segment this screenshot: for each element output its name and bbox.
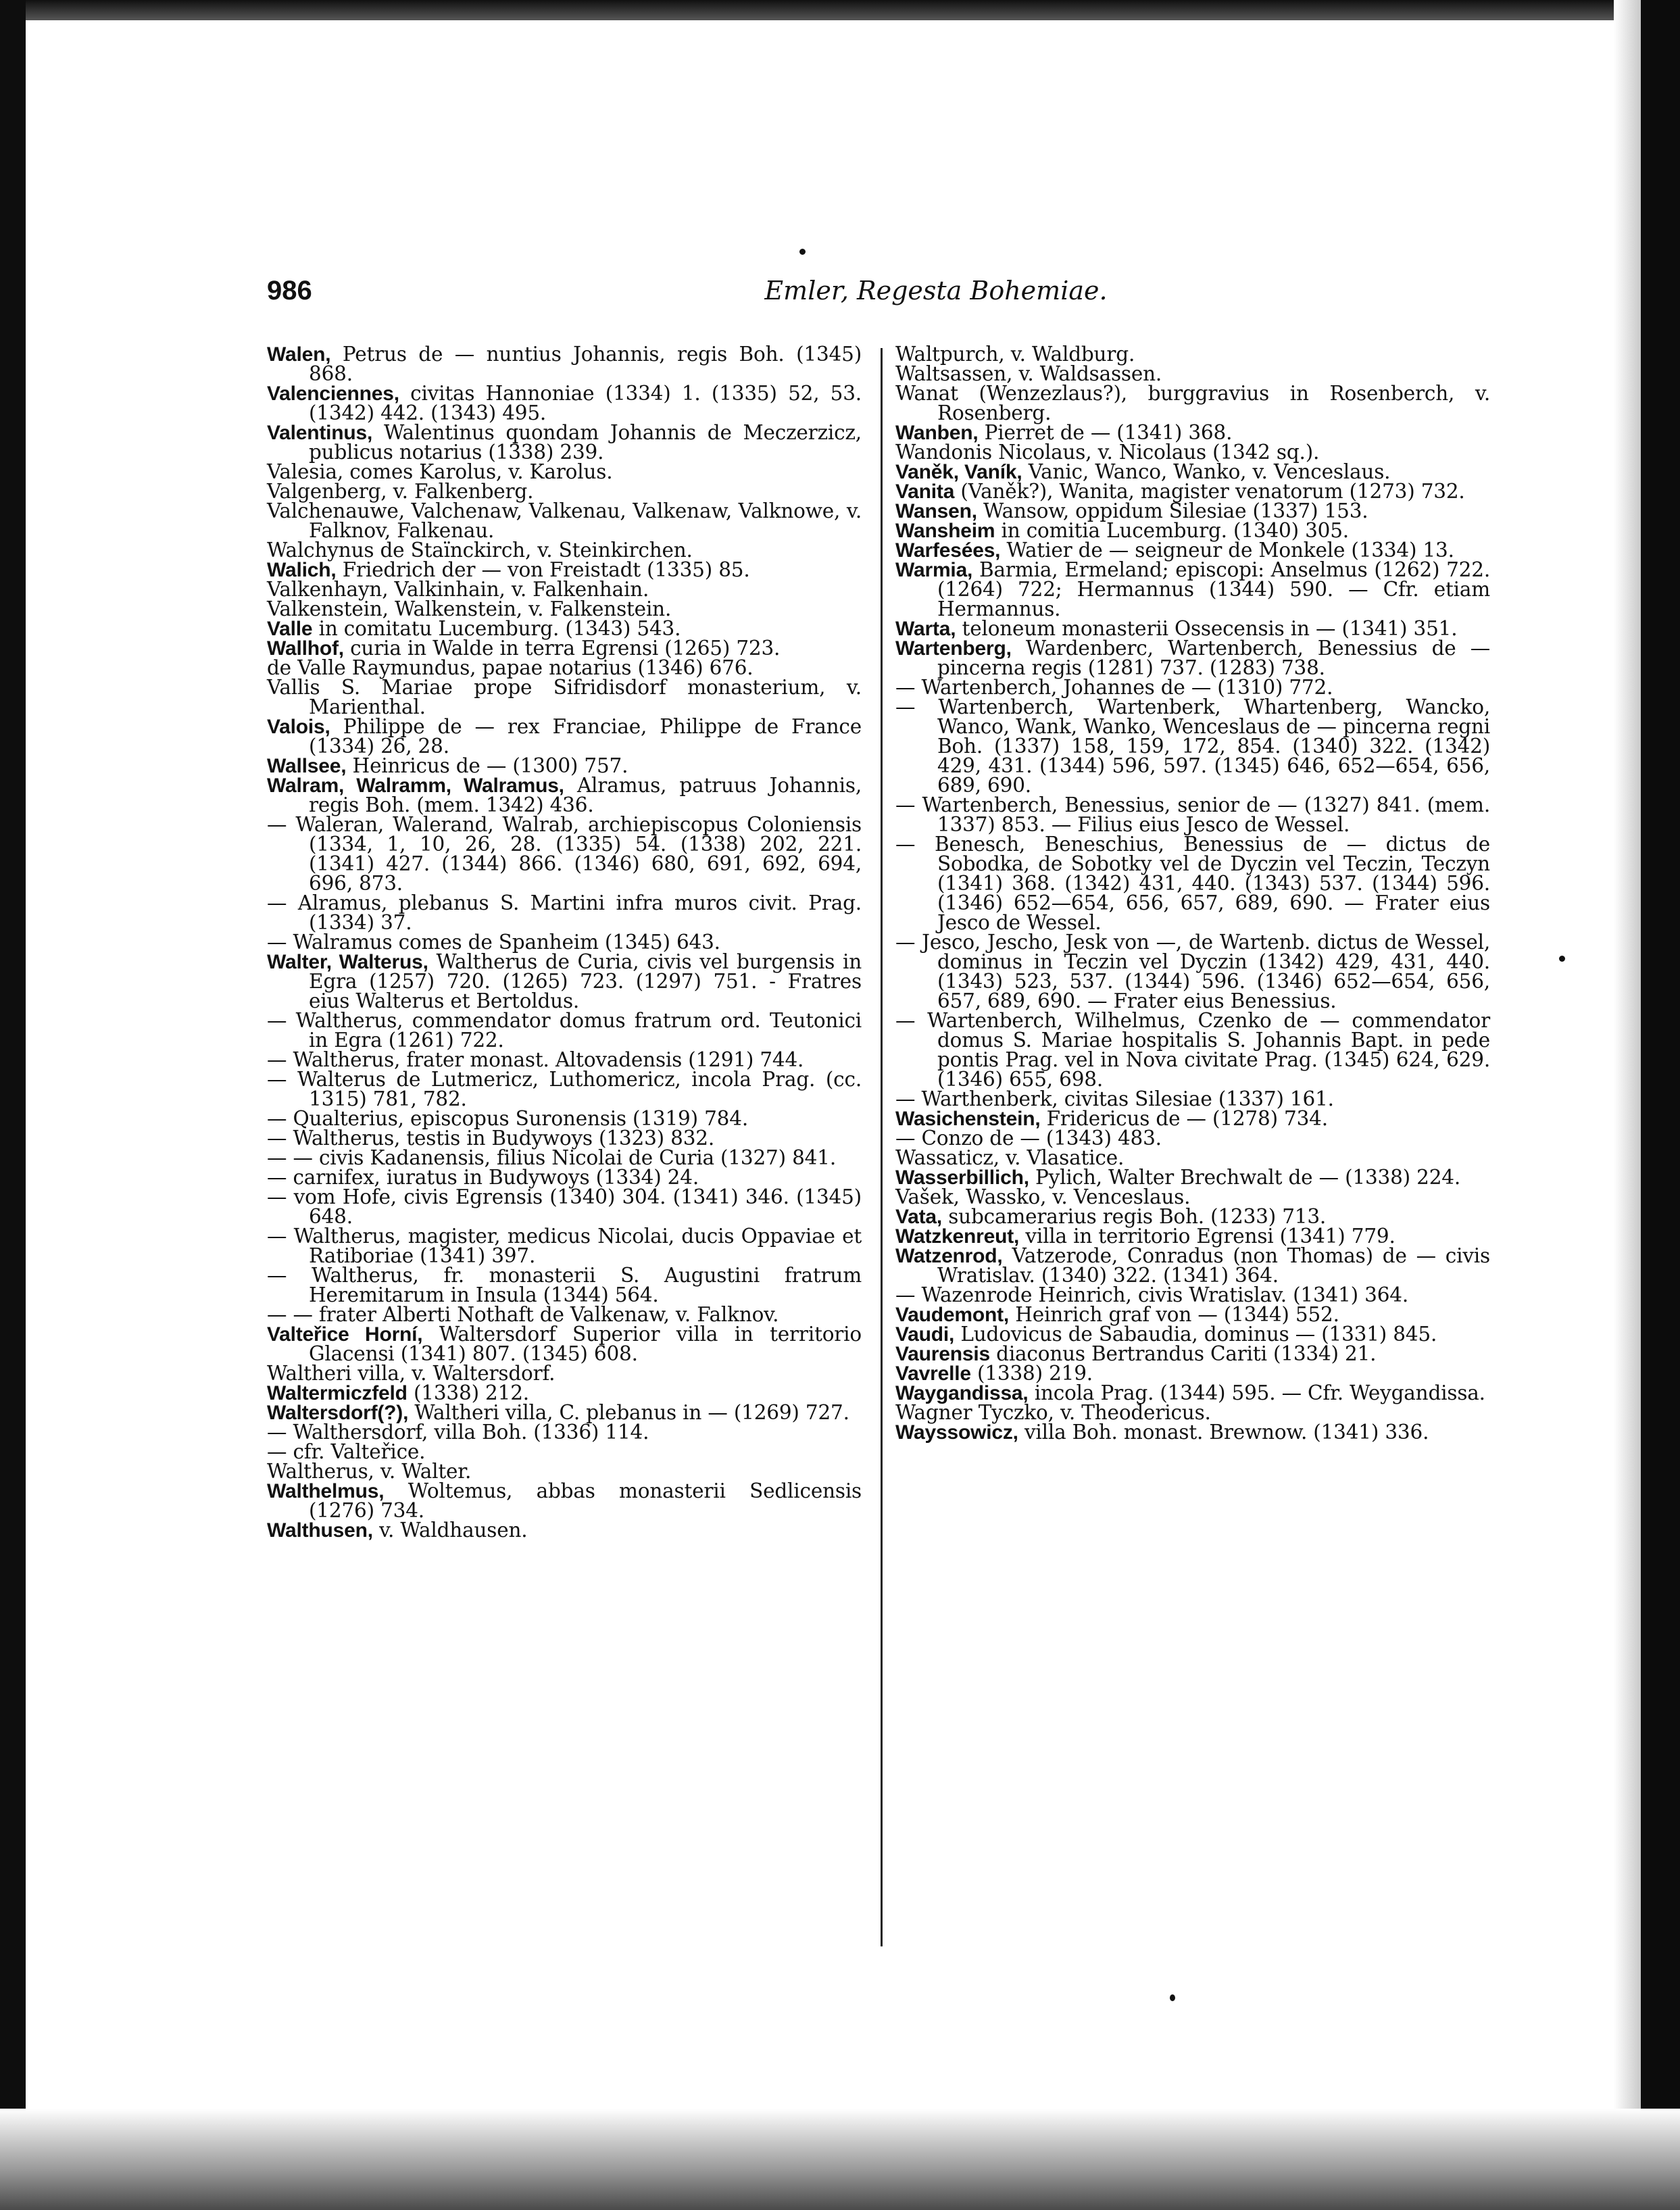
entry-text: — Wartenberch, Benessius, senior de — (1327) 841. (mem. 1337) 853. — Filius eius Jesco de Wessel. [895, 793, 1490, 836]
entry-text: — Waltherus, testis in Budywoys (1323) 832. [267, 1127, 715, 1150]
index-entry [895, 697, 1490, 795]
index-entry [895, 1403, 1490, 1423]
entry-text: — Alramus, plebanus S. Martini infra muros civit. Prag. (1334) 37. [267, 891, 862, 934]
entry-text: Philippe de — rex Franciae, Philippe de France (1334) 26, 28. [309, 715, 862, 758]
index-entry [267, 1481, 862, 1521]
index-entry [895, 462, 1490, 482]
index-entry [267, 1383, 862, 1403]
entry-text: Waltherus de Curia, civis vel burgensis in Egra (1257) 720. (1265) 723. (1297) 751. - Fratres eius Walterus et Bertoldus. [309, 950, 862, 1012]
entry-text: — cfr. Valteřice. [267, 1440, 426, 1463]
index-entry [267, 1325, 862, 1364]
index-entry [267, 1462, 862, 1481]
index-entry [895, 384, 1490, 423]
entry-text: Pierret de — (1341) 368. [978, 421, 1233, 444]
entry-text: (1338) 212. [407, 1381, 529, 1404]
entry-text: — — frater Alberti Nothaft de Valkenaw, v. Falknov. [267, 1303, 779, 1326]
entry-text: Friedrich der — von Freistadt (1335) 85. [336, 558, 750, 581]
entry-text: — vom Hofe, civis Egrensis (1340) 304. (1341) 346. (1345) 648. [267, 1185, 862, 1228]
index-entry [267, 384, 862, 423]
index-entry [267, 1109, 862, 1129]
entry-text: Vanic, Wanco, Wanko, v. Venceslaus. [1022, 460, 1391, 483]
index-entry [267, 658, 862, 678]
entry-headword: Wallhof, [267, 637, 344, 660]
entry-text: — — civis Kadanensis, filius Nicolai de Curia (1327) 841. [267, 1146, 836, 1169]
entry-text: de Valle Raymundus, papae notarius (1346) 676. [267, 656, 753, 679]
index-entry [267, 482, 862, 501]
entry-headword: Valois, [267, 716, 330, 738]
document-page [267, 270, 1497, 1906]
index-entry [895, 933, 1490, 1011]
index-entry [267, 1129, 862, 1148]
entry-text: v. Waldhausen. [372, 1519, 528, 1542]
index-entry [267, 1423, 862, 1442]
entry-text: Vašek, Wassko, v. Venceslaus. [895, 1185, 1191, 1208]
entry-text: subcamerarius regis Boh. (1233) 713. [942, 1205, 1327, 1228]
entry-text: Watier de — seigneur de Monkele (1334) 13. [1000, 539, 1454, 562]
entry-text: — Wartenberch, Johannes de — (1310) 772. [895, 676, 1333, 699]
index-entry [895, 1285, 1490, 1305]
scan-edge-top [0, 0, 1680, 20]
entry-text: — Walterus de Lutmericz, Luthomericz, incola Prag. (cc. 1315) 781, 782. [267, 1068, 862, 1110]
index-entry [895, 795, 1490, 835]
entry-text: teloneum monasterii Ossecensis in — (1341) 351. [956, 617, 1458, 640]
index-entry [895, 1168, 1490, 1187]
entry-text: Heinrich graf von — (1344) 552. [1009, 1303, 1339, 1326]
index-entry [267, 776, 862, 815]
entry-text: Valgenberg, v. Falkenberg. [267, 480, 534, 503]
speck [1170, 1994, 1175, 2001]
index-entry [267, 423, 862, 462]
entry-headword: Vaurensis [895, 1343, 990, 1365]
entry-text: in comitatu Lucemburg. (1343) 543. [312, 617, 681, 640]
entry-headword: Wasichenstein, [895, 1108, 1041, 1130]
index-entry [267, 1148, 862, 1168]
index-entry [895, 1423, 1490, 1442]
index-entry [895, 619, 1490, 639]
entry-headword: Vavrelle [895, 1362, 971, 1385]
index-entry [895, 423, 1490, 443]
speck [799, 249, 806, 255]
entry-text: — Wazenrode Heinrich, civis Wratislav. (1341) 364. [895, 1283, 1409, 1306]
entry-text: Pylich, Walter Brechwalt de — (1338) 224. [1029, 1166, 1461, 1189]
index-entry [267, 501, 862, 541]
entry-text: Barmia, Ermeland; episcopi: Anselmus (1262) 722. (1264) 722; Hermannus (1344) 590. — Cfr. etiam Hermannus. [937, 558, 1490, 620]
entry-headword: Wasserbillich, [895, 1167, 1029, 1189]
entry-text: — Walthersdorf, villa Boh. (1336) 114. [267, 1421, 649, 1444]
entry-text: Waltsassen, v. Waldsassen. [895, 362, 1162, 385]
index-entry [267, 599, 862, 619]
index-entry [267, 1187, 862, 1227]
entry-text: Wassaticz, v. Vlasatice. [895, 1146, 1125, 1169]
index-entry [895, 1109, 1490, 1129]
index-entry [895, 1227, 1490, 1246]
index-entry [267, 1442, 862, 1462]
index-entry [895, 639, 1490, 678]
index-column-left [267, 345, 862, 1540]
entry-text: — Waleran, Walerand, Walrab, archiepiscopus Coloniensis (1334, 1, 10, 26, 28. (1335) 54. (1338) 202, 221. (1341) 427. (1344) 866. (1346) 680, 691, 692, 694, 696, 873. [267, 813, 862, 895]
index-entry [895, 1246, 1490, 1285]
entry-text: Wagner Tyczko, v. Theodericus. [895, 1401, 1211, 1424]
index-entry [267, 1521, 862, 1540]
index-entry [895, 482, 1490, 501]
entry-text: incola Prag. (1344) 595. — Cfr. Weygandissa. [1028, 1381, 1485, 1404]
entry-text: civitas Hannoniae (1334) 1. (1335) 52, 53. (1342) 442. (1343) 495. [309, 382, 862, 424]
entry-headword: Walthelmus, [267, 1480, 385, 1502]
entry-headword: Vaněk, Vaník, [895, 461, 1022, 483]
entry-text: — Walramus comes de Spanheim (1345) 643. [267, 931, 720, 954]
index-entry [895, 1207, 1490, 1227]
scan-edge-bottom [0, 2109, 1680, 2210]
entry-text: Valkenstein, Walkenstein, v. Falkenstein. [267, 597, 672, 620]
entry-headword: Walen, [267, 343, 331, 366]
index-entry [895, 1364, 1490, 1383]
entry-text: Woltemus, abbas monasterii Sedlicensis (1276) 734. [309, 1479, 862, 1522]
index-entry [267, 580, 862, 599]
entry-headword: Wartenberg, [895, 637, 1012, 660]
entry-headword: Wansen, [895, 500, 977, 522]
entry-text: Alramus, patruus Johannis, regis Boh. (mem. 1342) 436. [309, 774, 862, 816]
entry-headword: Wanben, [895, 422, 979, 444]
scan-edge-left [0, 0, 26, 2210]
index-entry [895, 1325, 1490, 1344]
index-entry [267, 1168, 862, 1187]
entry-text: Vatzerode, Conradus (non Thomas) de — civis Wratislav. (1340) 322. (1341) 364. [937, 1244, 1490, 1287]
entry-text: — Waltherus, frater monast. Altovadensis (1291) 744. [267, 1048, 804, 1071]
entry-text: Wansow, oppidum Silesiae (1337) 153. [977, 499, 1368, 522]
index-entry [895, 1089, 1490, 1109]
scan-edge-right-shadow [1614, 0, 1641, 2210]
index-entry [267, 756, 862, 776]
page-header [267, 270, 1497, 311]
entry-text: Valchenauwe, Valchenaw, Valkenau, Valkenaw, Valknowe, v. Falknov, Falkenau. [267, 499, 862, 542]
entry-text: — Jesco, Jescho, Jesk von —, de Wartenb. dictus de Wessel, dominus in Teczin vel Dyczin (1342) 429, 431, 440. (1343) 523, 537. (1344) 596. (1346) 652—654, 656, 657, 689, 690. — Frater eius Benessius. [895, 931, 1490, 1012]
entry-text: Waltherus, v. Walter. [267, 1460, 472, 1483]
index-entry [267, 1403, 862, 1423]
index-entry [895, 364, 1490, 384]
entry-text: Waltheri villa, C. plebanus in — (1269) 727. [408, 1401, 849, 1424]
entry-text: villa Boh. monast. Brewnow. (1341) 336. [1018, 1421, 1429, 1444]
entry-headword: Wansheim [895, 520, 995, 542]
index-entry [267, 560, 862, 580]
entry-headword: Waygandissa, [895, 1382, 1029, 1404]
entry-headword: Warmia, [895, 559, 973, 581]
index-entry [267, 933, 862, 952]
index-entry [895, 1187, 1490, 1207]
entry-text: curia in Walde in terra Egrensi (1265) 723. [343, 637, 781, 660]
index-entry [267, 678, 862, 717]
entry-text: (Vaněk?), Wanita, magister venatorum (1273) 732. [954, 480, 1465, 503]
index-entry [895, 521, 1490, 541]
index-entry [267, 1050, 862, 1070]
entry-text: — Waltherus, fr. monasterii S. Augustini fratrum Heremitarum in Insula (1344) 564. [267, 1264, 862, 1306]
running-title: Emler, Regesta Bohemiae. [764, 276, 1108, 305]
entry-text: Walentinus quondam Johannis de Meczerzicz, publicus notarius (1338) 239. [309, 421, 862, 464]
entry-text: Valkenhayn, Valkinhain, v. Falkenhain. [267, 578, 649, 601]
entry-text: — carnifex, iuratus in Budywoys (1334) 24. [267, 1166, 699, 1189]
index-entry [895, 560, 1490, 619]
index-entry [267, 1364, 862, 1383]
entry-text: — Waltherus, magister, medicus Nicolai, ducis Oppaviae et Ratiboriae (1341) 397. [267, 1225, 862, 1267]
entry-headword: Valle [267, 618, 313, 640]
index-entry [267, 1305, 862, 1325]
index-entry [267, 462, 862, 482]
entry-headword: Valenciennes, [267, 383, 399, 405]
index-entry [267, 541, 862, 560]
entry-headword: Vaudemont, [895, 1304, 1010, 1326]
entry-text: Wanat (Wenzezlaus?), burggravius in Rosenberch, v. Rosenberg. [895, 382, 1490, 424]
index-entry [267, 619, 862, 639]
page-number: 986 [267, 276, 312, 305]
entry-headword: Warta, [895, 618, 956, 640]
entry-text: — Wartenberch, Wilhelmus, Czenko de — commendator domus S. Mariae hospitalis S. Johannis Bapt. in pede pontis Prag. vel in Nova civitate Prag. (1345) 624, 629. (1346) 655, 698. [895, 1009, 1490, 1091]
index-entry [895, 1305, 1490, 1325]
entry-headword: Vata, [895, 1206, 943, 1228]
entry-text: Petrus de — nuntius Johannis, regis Boh. (1345) 868. [309, 343, 862, 385]
entry-headword: Valteřice Horní, [267, 1323, 423, 1346]
entry-text: Walchynus de Staïnckirch, v. Steinkirchen. [267, 539, 693, 562]
index-entry [895, 443, 1490, 462]
index-entry [895, 501, 1490, 521]
entry-headword: Watzenrod, [895, 1245, 1003, 1267]
index-entry [895, 678, 1490, 697]
index-entry [895, 835, 1490, 933]
entry-text: — Warthenberk, civitas Silesiae (1337) 161. [895, 1087, 1334, 1110]
index-entry [267, 893, 862, 933]
entry-text: — Benesch, Beneschius, Benessius de — dictus de Sobodka, de Sobotky vel de Dyczin vel Teczin, Teczyn (1341) 368. (1342) 431, 440. (1343) 537. (1344) 596. (1346) 652—654, 656, 657, 689, 690. — Frater eius Jesco de Wessel. [895, 833, 1490, 934]
entry-text: Waltpurch, v. Waldburg. [895, 343, 1135, 366]
entry-headword: Walthusen, [267, 1519, 373, 1542]
index-entry [267, 952, 862, 1011]
entry-text: villa in territorio Egrensi (1341) 779. [1019, 1225, 1395, 1248]
entry-text: — Waltherus, commendator domus fratrum ord. Teutonici in Egra (1261) 722. [267, 1009, 862, 1052]
index-column-right [895, 345, 1490, 1442]
index-entry [895, 1344, 1490, 1364]
entry-text: Wandonis Nicolaus, v. Nicolaus (1342 sq.). [895, 441, 1320, 464]
entry-text: Waltersdorf Superior villa in territorio Glacensi (1341) 807. (1345) 608. [309, 1323, 862, 1365]
entry-headword: Vaudi, [895, 1323, 955, 1346]
index-entry [267, 1227, 862, 1266]
index-entry [267, 1266, 862, 1305]
index-entry [267, 639, 862, 658]
entry-text: — Wartenberch, Wartenberk, Whartenberg, Wancko, Wanco, Wank, Wanko, Wenceslaus de — pincerna regni Boh. (1337) 158, 159, 172, 854. (1340) 322. (1342) 429, 431. (1344) 596, 597. (1345) 646, 652—654, 656, 689, 690. [895, 695, 1490, 797]
entry-text: diaconus Bertrandus Cariti (1334) 21. [989, 1342, 1377, 1365]
index-entry [267, 717, 862, 756]
column-divider [881, 348, 883, 1946]
index-entry [895, 541, 1490, 560]
index-entry [895, 1383, 1490, 1403]
index-entry [895, 345, 1490, 364]
entry-text: — Conzo de — (1343) 483. [895, 1127, 1162, 1150]
entry-headword: Walram, Walramm, Walramus, [267, 775, 564, 797]
index-entry [895, 1148, 1490, 1168]
index-entry [895, 1011, 1490, 1089]
index-entry [895, 1129, 1490, 1148]
entry-headword: Vanita [895, 481, 955, 503]
entry-headword: Waltersdorf(?), [267, 1402, 409, 1424]
entry-headword: Waltermiczfeld [267, 1382, 407, 1404]
entry-text: Valesia, comes Karolus, v. Karolus. [267, 460, 613, 483]
entry-headword: Warfesées, [895, 539, 1001, 562]
entry-headword: Walich, [267, 559, 337, 581]
entry-headword: Watzkenreut, [895, 1225, 1020, 1248]
speck [1559, 956, 1565, 962]
entry-headword: Wayssowicz, [895, 1421, 1018, 1444]
entry-text: Heinricus de — (1300) 757. [346, 754, 628, 777]
entry-text: Wardenberc, Wartenberch, Benessius de — pincerna regis (1281) 737. (1283) 738. [937, 637, 1490, 679]
entry-headword: Walter, Walterus, [267, 951, 428, 973]
entry-text: Vallis S. Mariae prope Sifridisdorf monasterium, v. Marienthal. [267, 676, 862, 718]
entry-headword: Valentinus, [267, 422, 373, 444]
entry-headword: Wallsee, [267, 755, 347, 777]
entry-text: — Qualterius, episcopus Suronensis (1319) 784. [267, 1107, 748, 1130]
index-entry [267, 815, 862, 893]
entry-text: Waltheri villa, v. Waltersdorf. [267, 1362, 555, 1385]
scan-edge-right [1641, 0, 1680, 2210]
entry-text: Ludovicus de Sabaudia, dominus — (1331) 845. [954, 1323, 1437, 1346]
entry-text: Fridericus de — (1278) 734. [1040, 1107, 1328, 1130]
entry-text: (1338) 219. [970, 1362, 1093, 1385]
index-entry [267, 1011, 862, 1050]
index-entry [267, 345, 862, 384]
entry-text: in comitia Lucemburg. (1340) 305. [995, 519, 1349, 542]
index-entry [267, 1070, 862, 1109]
